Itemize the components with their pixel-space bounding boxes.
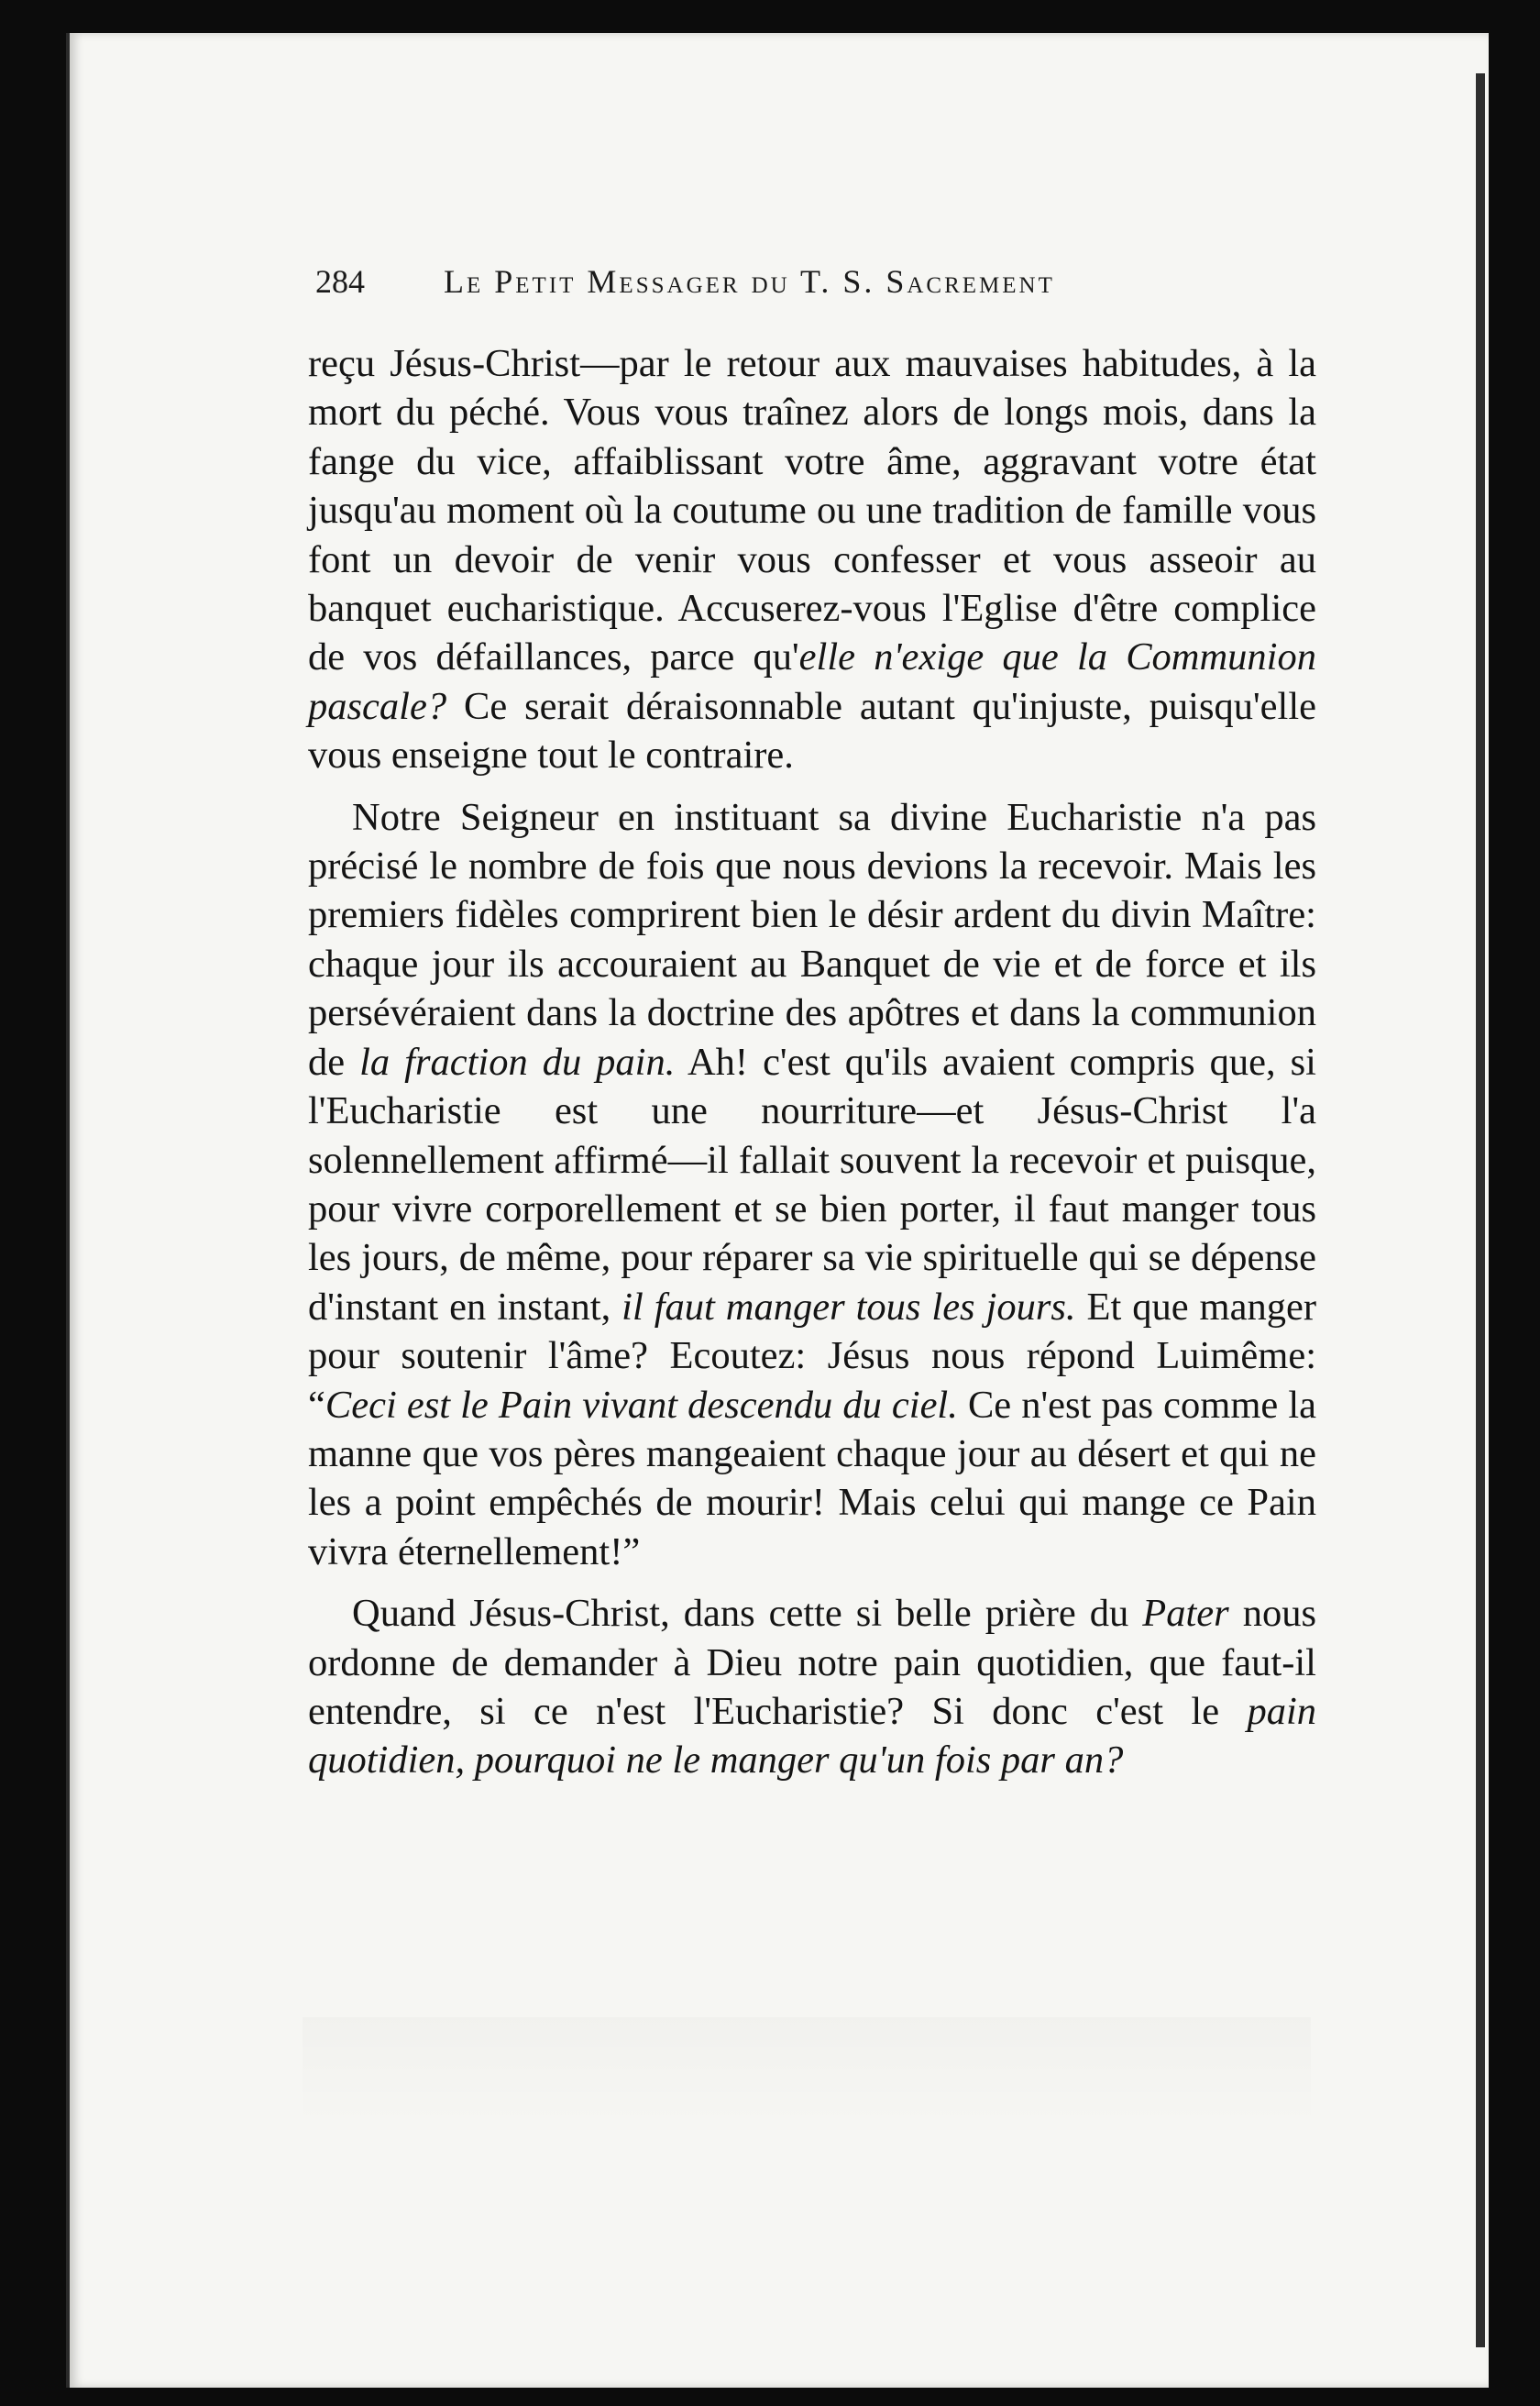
paragraph-2-text-b: Ah! c'est qu'ils avaient compris que, si l'Eucharistie est une nourriture—et Jésus-Christ l'a solennellement affirmé—il fallait souvent la recevoir et puisque, pour vivre corporellement et se bien porter, il faut manger tous les jours, de même, pour réparer sa vie spirituelle qui se dépense d'instant en instant, [308, 1040, 1316, 1329]
running-header [315, 262, 1324, 301]
paragraph-1-text-a: reçu Jésus-Christ—par le retour aux mauvaises habitudes, à la mort du péché. Vous vous traînez alors de longs mois, dans la fange du vice, affaiblissant votre âme, aggravant votre état jusqu'au moment où la coutume ou une tradition de famille vous font un devoir de venir vous confesser et vous asseoir au banquet eucharistique. Accuserez-vous l'Eglise d'être complice de vos défaillances, parce qu' [308, 342, 1316, 679]
show-through-shading [302, 2017, 1311, 2127]
paragraph-2-text-a: Notre Seigneur en instituant sa divine Eucharistie n'a pas précisé le nombre de fois que nous devions la recevoir. Mais les premiers fidèles comprirent bien le désir ardent du divin Maître: chaque jour ils accouraient au Banquet de vie et de force et ils persévéraient dans la doctrine des apôtres et dans la communion de [308, 795, 1316, 1084]
paragraph-2-italic-3: Ceci est le Pain vivant descendu du ciel. [324, 1383, 958, 1427]
paragraph-1-italic: elle n'exige que la Communion pascale? [308, 635, 1316, 728]
paragraph-1 [308, 339, 1316, 780]
paragraph-2 [308, 793, 1316, 1577]
paragraph-1-text-b: Ce serait déraisonnable autant qu'injuste, puisqu'elle vous enseigne tout le contraire. [308, 684, 1316, 778]
paragraph-2-italic-1: la fraction du pain. [359, 1040, 676, 1084]
paragraph-3-text-a: Quand Jésus-Christ, dans cette si belle prière du [352, 1592, 1143, 1636]
paragraph-3 [308, 1589, 1316, 1785]
paragraph-2-italic-2: il faut manger tous les jours. [622, 1285, 1076, 1329]
body-text [308, 339, 1316, 1785]
running-title: Le Petit Messager du T. S. Sacrement [444, 263, 1055, 300]
paragraph-3-italic-2: pain quotidien, pourquoi ne le manger qu'un fois par an? [308, 1689, 1316, 1782]
page-edge-shadow [1476, 73, 1485, 2347]
paragraph-2-text-c: Et que manger pour soutenir l'âme? Ecoutez: Jésus nous répond Luimême: “ [308, 1285, 1316, 1427]
page-number: 284 [315, 263, 365, 300]
paragraph-2-text-d: Ce n'est pas comme la manne que vos pères mangeaient chaque jour au désert et qui ne les a point empêchés de mourir! Mais celui qui mange ce Pain vivra éternellement!” [308, 1383, 1316, 1573]
paragraph-3-italic-1: Pater [1142, 1592, 1229, 1636]
paragraph-3-text-b: nous ordonne de demander à Dieu notre pain quotidien, que faut-il entendre, si ce n'est l'Eucharistie? Si donc c'est le [308, 1592, 1316, 1733]
